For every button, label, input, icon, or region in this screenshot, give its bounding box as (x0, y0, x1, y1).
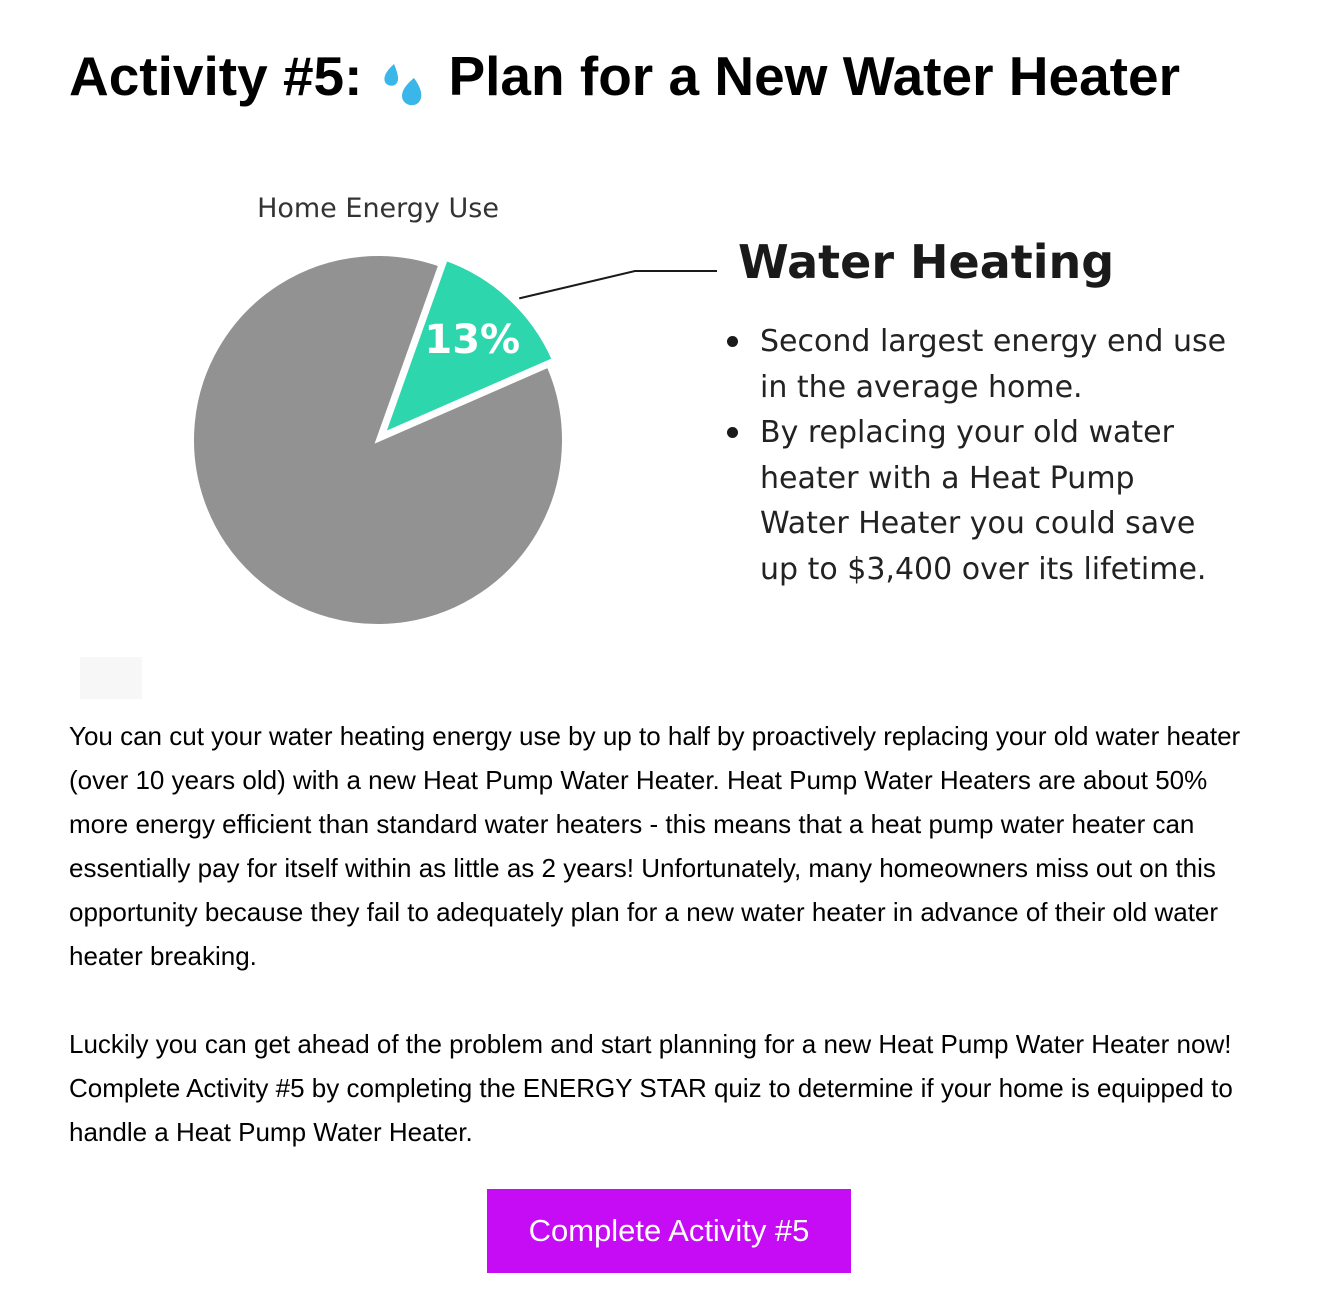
callout-title: Water Heating (738, 235, 1115, 289)
sweat-droplets-icon (380, 53, 424, 99)
callout-bullet: By replacing your old water heater with a Heat Pump Water Heater you could save up to $3,400 over its lifetime. (760, 410, 1230, 592)
title-prefix: Activity #5: (69, 45, 363, 107)
energy-use-figure (160, 185, 1227, 655)
page-title (69, 40, 1180, 112)
pie-data-label: 13% (424, 316, 521, 363)
complete-activity-button[interactable]: Complete Activity #5 (487, 1189, 851, 1273)
callout-bullet: Second largest energy end use in the average home. (760, 319, 1230, 410)
body-paragraph-2: Luckily you can get ahead of the problem and start planning for a new Heat Pump Water Heater now! Complete Activity #5 by completing the ENERGY STAR quiz to determine if your home is equipped to handle a Heat Pump Water Heater. (69, 1029, 1233, 1147)
image-placeholder (80, 657, 142, 699)
callout-leader-line (519, 271, 717, 298)
title-main: Plan for a New Water Heater (448, 45, 1180, 107)
body-paragraph-1: You can cut your water heating energy use by up to half by proactively replacing your old water heater (over 10 years old) with a new Heat Pump Water Heater. Heat Pump Water Heaters are about 50% more energy efficient than standard water heaters - this means that a heat pump water heater can essentially pay for itself within as little as 2 years! Unfortunately, many homeowners miss out on this opportunity because they fail to adequately plan for a new water heater in advance of their old water heater breaking. (69, 721, 1241, 971)
chart-title: Home Energy Use (257, 193, 499, 224)
callout-list (720, 319, 1230, 592)
